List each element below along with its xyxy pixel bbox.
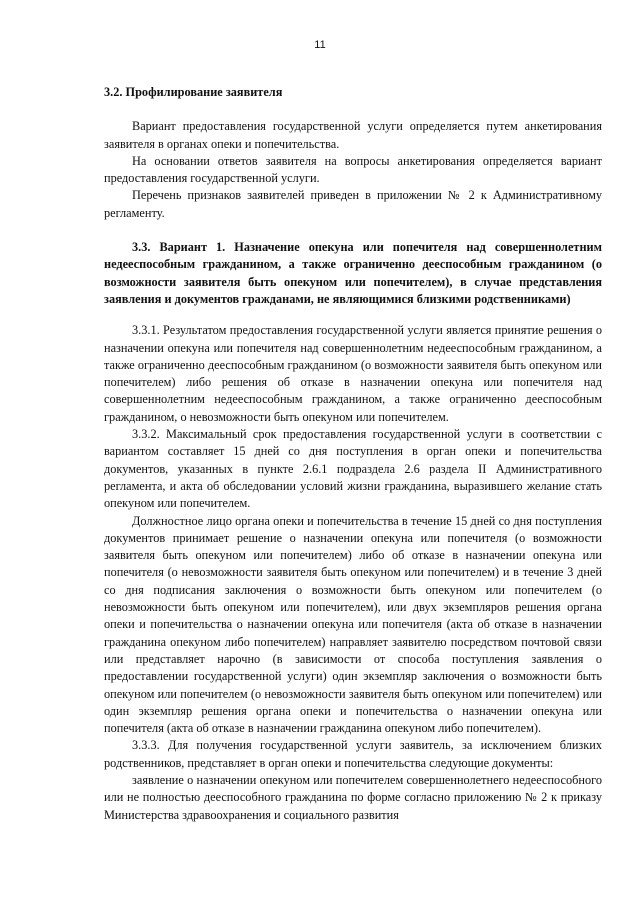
paragraph-3-3-2: 3.3.2. Максимальный срок предоставления государственной услуги в соответствии с вариантом составляет 15 дней со дня поступления в орган опеки и попечительства документов, указанных в пункте 2.6.1 подраздела 2.6 раздела II Административного регламента, и акта об обследовании условий жизни гражданина, выразившего желание стать опекуном или попечителем. (104, 427, 602, 511)
page-number: 11 (314, 39, 326, 51)
section-3-3-heading: 3.3. Вариант 1. Назначение опекуна или попечителя над совершеннолетним недееспособным гражданином, а также ограниченно дееспособным гражданином (о возможности заявителя быть опекуном или попечителем), в случае представления заявления и документов гражданами, не являющимися близкими родственниками) (104, 240, 602, 306)
paragraph-decision-procedure: Должностное лицо органа опеки и попечительства в течение 15 дней со дня поступления документов принимает решение о назначении опекуна или попечителя (о возможности заявителя быть опекуном или попечителем) либо об отказе в назначении опекуна или попечителя (о невозможности заявителя быть опекуном или попечителем) и в течение 3 дней со дня подписания заключения о возможности быть опекуном или попечителем (о невозможности быть опекуном или попечителем), или двух экземпляров решения органа опеки и попечительства о назначении опекуна или попечителя (акта об отказе в назначении гражданина опекуном либо попечителем) направляет заявителю посредством почтовой связи или представляет нарочно (в зависимости от способа поступления заявления о предоставлении государственной услуги) один экземпляр заключения о возможности быть опекуном или попечителем (о невозможности заявителя быть опекуном или попечителем) или один экземпляр решения органа опеки и попечительства о назначении опекуна или попечителя (акта об отказе в назначении гражданина опекуном либо попечителем). (104, 513, 602, 736)
page-content (104, 84, 602, 824)
paragraph-3-3-1: 3.3.1. Результатом предоставления государственной услуги является принятие решения о назначении опекуна или попечителя над совершеннолетним недееспособным гражданином, а также ограниченно дееспособным гражданином (о возможности заявителя быть опекуном или попечителем) либо решения об отказе в назначении опекуна или попечителя над совершеннолетним недееспособным гражданином, а также ограниченно дееспособным гражданином, о невозможности быть опекуном или попечителем. (104, 323, 602, 424)
section-3-2-paragraph-2: На основании ответов заявителя на вопросы анкетирования определяется вариант предоставления государственной услуги. (104, 153, 602, 186)
section-spacer (104, 308, 602, 322)
section-spacer (104, 222, 602, 239)
section-3-2-paragraph-1: Вариант предоставления государственной услуги определяется путем анкетирования заявителя в органах опеки и попечительства. (104, 119, 602, 151)
section-3-2-heading: 3.2. Профилирование заявителя (104, 85, 283, 99)
paragraph-application-document: заявление о назначении опекуном или попечителем совершеннолетнего недееспособного или не полностью дееспособного гражданина по форме согласно приложению № 2 к приказу Министерства здравоохранения и социального развития (104, 772, 602, 822)
section-3-2-paragraph-3: Перечень признаков заявителей приведен в приложении № 2 к Административному регламенту. (104, 188, 602, 220)
paragraph-3-3-3: 3.3.3. Для получения государственной услуги заявитель, за исключением близких родственников, представляет в орган опеки и попечительства следующие документы: (104, 738, 602, 770)
